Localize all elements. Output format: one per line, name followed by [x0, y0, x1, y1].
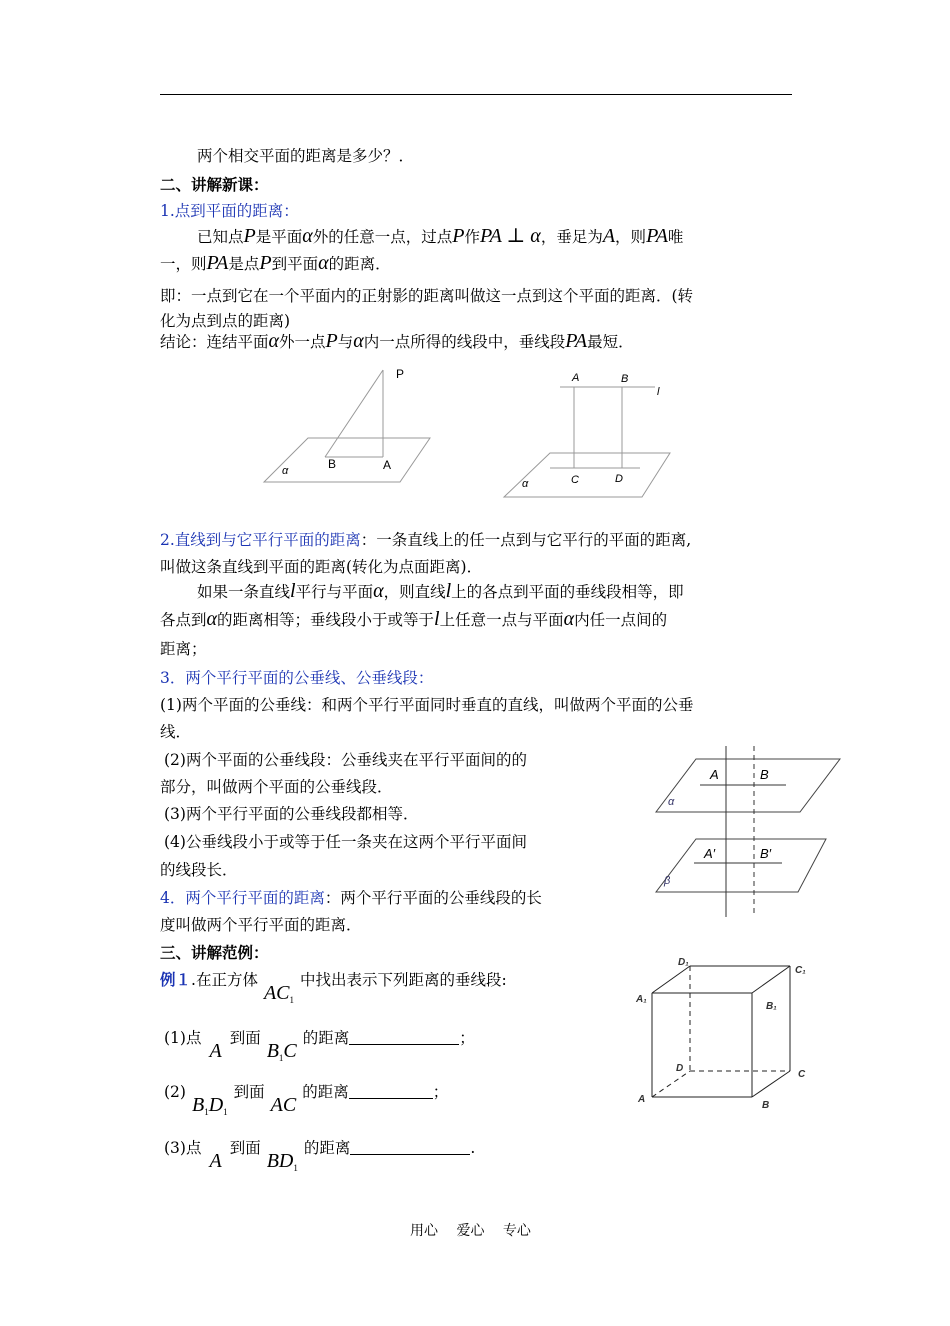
s4-line2: 度叫做两个平行平面的距离．: [160, 916, 362, 934]
example-1-q1: (1)点A到面$B_1C$的距离 ；: [164, 1029, 475, 1063]
header-rule: [160, 94, 792, 95]
label-l: l: [657, 386, 660, 398]
label-C: C: [798, 1069, 806, 1080]
point-plane-figure: [260, 362, 440, 487]
s1-heading: 1.点到平面的距离：: [160, 202, 299, 220]
oblique-line: [325, 370, 383, 457]
label-A: A: [710, 767, 719, 782]
s2-line1: 2.直线到与它平行平面的距离：一条直线上的任一点到与它平行的平面的距离,: [160, 531, 692, 549]
label-alpha: α: [668, 796, 675, 808]
section-3-title: 三、讲解范例：: [160, 943, 269, 962]
s1-line4: 化为点到点的距离): [160, 312, 291, 330]
answer-blank-1[interactable]: [349, 1030, 459, 1045]
label-C1: C₁: [795, 965, 806, 976]
example-1-stem: 例１.在正方体$AC_1$中找出表示下列距离的垂线段:: [160, 970, 507, 1005]
label-B: B: [621, 373, 629, 385]
s3-p4-line2: 的线段长．: [160, 861, 238, 879]
label-D: D: [676, 1063, 684, 1074]
plane-outline: [504, 453, 670, 497]
s2-line4: 各点到α的距离相等；垂线段小于或等于l上任意一点与平面α内任一点间的: [160, 608, 668, 630]
label-A-prime: A′: [704, 846, 716, 861]
s3-p1-line1: (1)两个平面的公垂线：和两个平行平面同时垂直的直线，叫做两个平面的公垂: [160, 696, 694, 714]
label-D1: D₁: [678, 957, 689, 968]
label-A: A: [638, 1094, 646, 1105]
label-B-prime: B′: [760, 846, 772, 861]
s2-line5: 距离；: [160, 640, 207, 658]
label-B: B: [328, 457, 337, 471]
label-P: P: [396, 367, 405, 381]
parallel-planes-figure: [648, 742, 848, 917]
s2-line3: 如果一条直线l平行与平面α，则直线l上的各点到平面的垂线段相等，即: [197, 580, 684, 602]
label-A: A: [383, 458, 392, 472]
s3-p2-line2: 部分，叫做两个平面的公垂线段．: [160, 778, 393, 796]
s1-conclusion: 结论：连结平面α外一点P与α内一点所得的线段中，垂线段PA最短．: [160, 330, 634, 352]
section-2-title: 二、讲解新课：: [160, 175, 269, 194]
label-C: C: [571, 474, 579, 486]
s3-p2-line1: (2)两个平面的公垂线段：公垂线夹在平行平面间的的: [164, 751, 527, 769]
label-A1: A₁: [636, 994, 647, 1005]
label-alpha: α: [522, 478, 529, 490]
edge-B1C1: [752, 966, 790, 993]
label-beta: β: [664, 875, 671, 887]
label-B1: B₁: [766, 1001, 777, 1012]
label-D: D: [615, 473, 623, 485]
s3-p4-line1: (4)公垂线段小于或等于任一条夹在这两个平行平面间: [164, 833, 527, 851]
edge-AD: [652, 1071, 690, 1097]
s1-line1: 已知点P是平面α外的任意一点，过点P作PA ⊥ α，垂足为A，则PA唯: [197, 225, 684, 247]
answer-blank-3[interactable]: [350, 1140, 470, 1155]
cube-figure: [632, 955, 822, 1115]
s4-line1: 4．两个平行平面的距离：两个平行平面的公垂线段的长: [160, 889, 542, 907]
s2-line2: 叫做这条直线到平面的距离(转化为点面距离)．: [160, 558, 483, 576]
s3-p3: (3)两个平行平面的公垂线段都相等．: [164, 805, 419, 823]
page-footer: 用心 爱心 专心: [410, 1223, 531, 1239]
s3-p1-line2: 线．: [160, 723, 192, 741]
intro-question: 两个相交平面的距离是多少？．: [197, 147, 415, 165]
label-alpha: α: [282, 465, 289, 477]
answer-blank-2[interactable]: [349, 1084, 433, 1099]
edge-A1D1: [652, 966, 690, 993]
plane-beta: [656, 839, 826, 892]
label-B: B: [762, 1100, 770, 1111]
s3-heading: 3．两个平行平面的公垂线、公垂线段：: [160, 669, 434, 687]
example-1-q2: $(2)B_1D_1$到面AC的距离 ；: [164, 1083, 449, 1117]
s1-line2: 一，则PA是点P到平面α的距离．: [160, 252, 391, 274]
edge-BC: [752, 1071, 790, 1097]
s1-line3: 即：一点到它在一个平面内的正射影的距离叫做这一点到这个平面的距离．(转: [160, 287, 694, 305]
line-plane-figure: [500, 365, 680, 500]
label-B: B: [760, 767, 769, 782]
plane-outline: [264, 438, 430, 482]
example-1-q3: (3)点A到面$BD_1$的距离 .: [164, 1139, 476, 1173]
label-A: A: [572, 372, 580, 384]
